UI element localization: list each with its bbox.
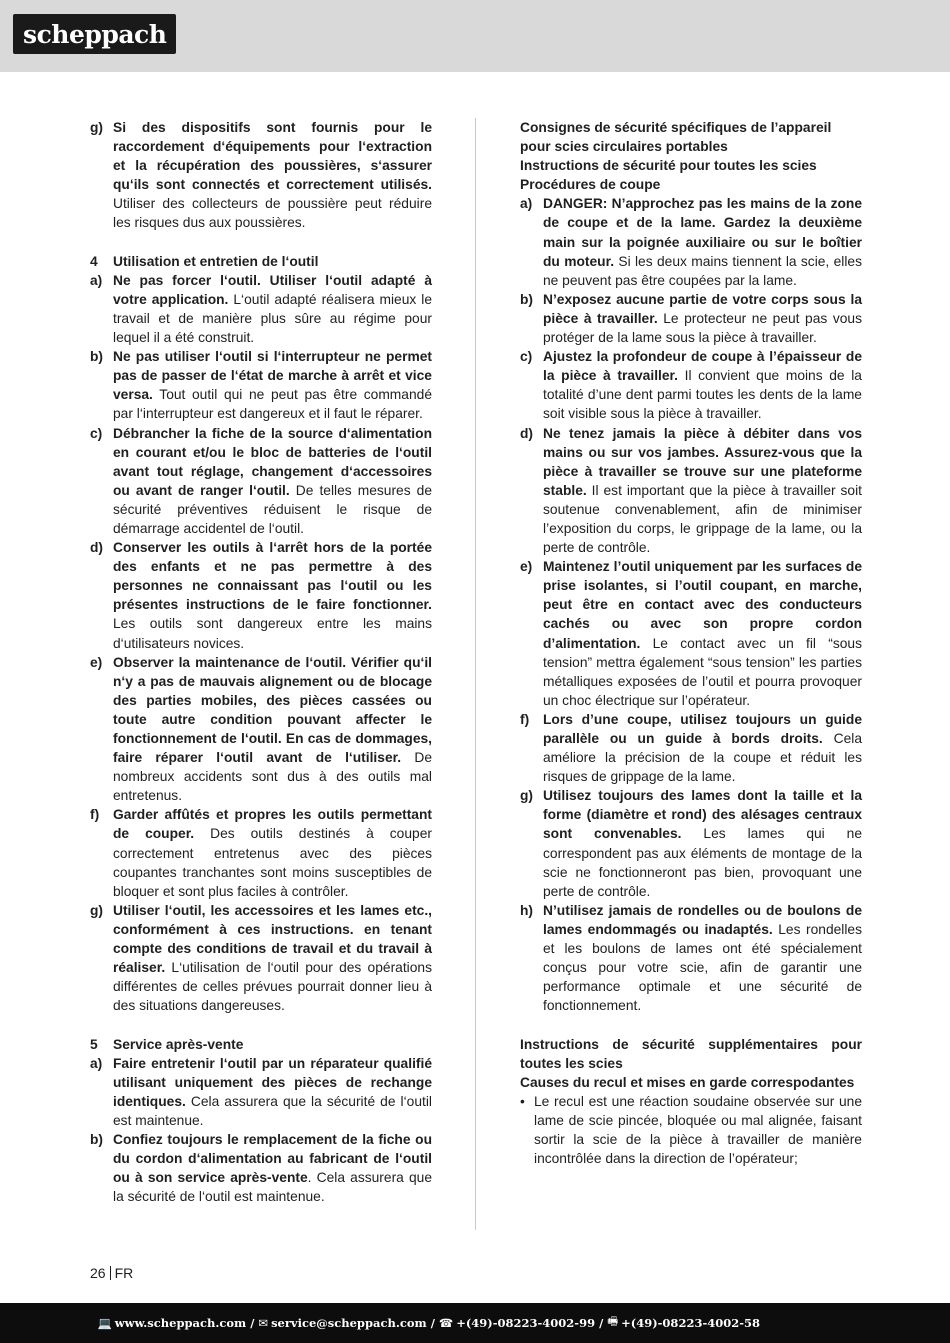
item-bold-text: Garder affûtés et propres les outils permettant de couper.	[113, 807, 432, 842]
item-text: De nombreux accidents sont dus à des outils mal entretenus.	[113, 750, 432, 804]
column-divider	[475, 118, 476, 1230]
item-text: L‘utilisation de l‘outil pour des opérations différentes de celles prévues pourrait donner lieu à des situations dangereuses.	[113, 960, 432, 1014]
item-bold-text: Maintenez l’outil uniquement par les surfaces de prise isolantes, si l’outil coupant, en marche, peut être en contact avec des conducteurs cachés ou avec son propre cordon d’alimentation.	[543, 559, 862, 651]
item-text: Tout outil qui ne peut pas être commandé par l‘interrupteur est dangereux et il faut le réparer.	[113, 387, 432, 422]
list-item	[90, 271, 432, 347]
item-text: Les lames qui ne correspondent pas aux éléments de montage de la scie ne fonctionneront pas bien, provoquant une perte de contrôle.	[543, 826, 863, 899]
computer-icon: 💻	[97, 1316, 112, 1330]
item-bold-text: Ne pas forcer l‘outil. Utiliser l‘outil adapté à votre application.	[113, 272, 432, 307]
item-text: L‘outil adapté réalisera mieux le travail et de manière plus sûre au régime pour lequel il a été construit.	[113, 291, 432, 346]
envelope-icon: ✉	[258, 1316, 269, 1330]
kickback-bullets	[520, 1092, 862, 1168]
item-bold-text: N’exposez aucune partie de votre corps sous la pièce à travailler.	[543, 291, 862, 326]
list-item	[520, 347, 862, 423]
bullet-text: Le recul est une réaction soudaine observée sur une lame de scie pincée, bloquée ou mal alignée, faisant sortir la scie de la pièce à travailler de manière incontrôlée dans la direction de l’opérateur;	[534, 1093, 862, 1167]
list-item	[520, 557, 862, 710]
fax-icon: 🖷	[607, 1313, 619, 1328]
item-label: d)	[90, 540, 104, 556]
right-column	[520, 118, 862, 1168]
item-text: Cela améliore la précision de la coupe et réduit les risques de grippage de la lame.	[543, 731, 862, 785]
heading-cutting-procedures: Procédures de coupe	[520, 177, 661, 193]
footer-website[interactable]: www.scheppach.com	[114, 1316, 247, 1330]
section-heading-4	[90, 252, 432, 271]
item-label: f)	[520, 711, 530, 727]
item-label: a)	[90, 1055, 103, 1071]
footer-bar: 💻 www.scheppach.com / ✉ service@scheppach.com / ☎ +(49)-08223-4002-99 / 🖷 +(49)-08223-4002-58	[0, 1303, 950, 1343]
item-text: De telles mesures de sécurité préventives réduisent le risque de démarrage accidentel de l‘outil.	[113, 482, 432, 536]
list-item	[90, 118, 432, 233]
item-text: Cela assurera que la sécurité de l‘outil est maintenue.	[113, 1093, 432, 1128]
item-bold-text: Lors d’une coupe, utilisez toujours un guide parallèle ou un guide à bords droits.	[543, 711, 862, 746]
item-text: Des outils destinés à couper correctement entretenus avec des pièces coupantes tranchantes sont moins susceptibles de bloquer et sont plus faciles à contrôler.	[113, 826, 432, 899]
page-number: 26 FR	[90, 1265, 134, 1281]
list-item	[90, 1130, 432, 1206]
item-bold-text: Faire entretenir l‘outil par un réparateur qualifié utilisant uniquement des pièces de rechange identiques.	[113, 1055, 432, 1109]
section-number: 5	[90, 1036, 98, 1052]
header-bar	[0, 0, 950, 72]
item-label: b)	[90, 349, 104, 365]
list-item	[520, 194, 862, 289]
list-item	[520, 901, 862, 1016]
item-text: Il est important que la pièce à travailler soit soutenue convenablement, afin de minimiser l’exposition du corps, le grippage de la lame, ou la perte de contrôle.	[543, 482, 862, 556]
footer-fax: +(49)-08223-4002-58	[621, 1316, 760, 1330]
section-number: 4	[90, 253, 98, 269]
item-label: g)	[90, 120, 104, 135]
list-item	[90, 805, 432, 900]
item-label: g)	[520, 788, 534, 804]
phone-icon: ☎	[438, 1316, 454, 1330]
item-bold-text: Ne pas utiliser l‘outil si l‘interrupteur ne permet pas de passer de l‘état de marche à arrêt et vice versa.	[113, 349, 432, 403]
bullet-item	[520, 1092, 862, 1168]
footer-email[interactable]: service@scheppach.com	[271, 1316, 427, 1330]
list-item	[90, 538, 432, 653]
item-label: b)	[90, 1131, 104, 1147]
item-label: e)	[90, 654, 103, 670]
footer-phone: +(49)-08223-4002-99	[456, 1316, 596, 1330]
item-text: . Cela assurera que la sécurité de l‘outil est maintenue.	[113, 1170, 432, 1205]
heading-specific-safety: Consignes de sécurité spécifiques de l’appareil pour scies circulaires portables	[520, 120, 832, 155]
item-label: c)	[520, 349, 533, 365]
item-text: Si les deux mains tiennent la scie, elles ne peuvent pas être coupées par la lame.	[543, 253, 862, 288]
item-text: Il convient que moins de la totalité d’une dent parmi toutes les dents de la lame soit visible sous la pièce à travailler.	[543, 368, 862, 422]
heading-all-saws: Instructions de sécurité pour toutes les scies	[520, 158, 817, 174]
list-item	[90, 901, 432, 1016]
item-label: a)	[520, 196, 533, 212]
list-item	[520, 424, 862, 558]
item-text: Les outils sont dangereux entre les mains d‘utilisateurs novices.	[113, 616, 432, 651]
item-bold-text: Ajustez la profondeur de coupe à l’épaisseur de la pièce à travailler.	[543, 349, 862, 384]
cutting-procedures-list	[520, 194, 862, 1015]
item-bold-text: Utilisez toujours des lames dont la taille et la forme (diamètre et rond) des alésages centraux sont convenables.	[543, 788, 862, 842]
item-bold-text: N’utilisez jamais de rondelles ou de boulons de lames endommagés ou inadaptés.	[543, 902, 862, 937]
item-text: Le contact avec un fil “sous tension” mettra également “sous tension” les parties métalliques exposées de l’outil et pourra provoquer un choc électrique sur l’opérateur.	[543, 635, 862, 708]
list-item	[90, 347, 432, 423]
brand-logo: scheppach	[13, 14, 176, 54]
heading-additional-safety: Instructions de sécurité supplémentaires pour toutes les scies	[520, 1036, 862, 1071]
section-5-list	[90, 1054, 432, 1207]
list-item	[520, 786, 862, 901]
item-text: Le protecteur ne peut pas vous protéger de la lame sous la pièce à travailler.	[543, 310, 862, 346]
item-bold-text: DANGER: N’approchez pas les mains de la zone de coupe et de la lame. Gardez la deuxième main sur la poignée auxiliaire ou sur le boîtier du moteur.	[543, 196, 862, 269]
section-title: Service après-vente	[113, 1036, 244, 1052]
item-bold-text: Débrancher la fiche de la source d‘alimentation en courant et/ou le bloc de batteries de l‘outil avant tout réglage, changement d‘accessoires ou avant de ranger l‘outil.	[113, 425, 432, 498]
item-label: g)	[90, 902, 104, 918]
item-label: b)	[520, 291, 534, 307]
list-item	[90, 424, 432, 539]
list-item	[520, 290, 862, 347]
item-bold-text: Confiez toujours le remplacement de la fiche ou du cordon d‘alimentation au fabricant de l‘outil ou à son service après-vente	[113, 1131, 432, 1186]
item-label: c)	[90, 425, 103, 441]
list-item	[520, 710, 862, 786]
section-heading-5	[90, 1035, 432, 1054]
section-title: Utilisation et entretien de l‘outil	[113, 253, 319, 269]
heading-kickback: Causes du recul et mises en garde correspodantes	[520, 1074, 855, 1090]
item-text: Utiliser des collecteurs de poussière peut réduire les risques dus aux poussières.	[113, 196, 432, 231]
item-bold-text: Si des dispositifs sont fournis pour le raccordement d‘équipements pour l‘extraction et la récupération des poussières, s‘assurer qu‘ils sont connectés et correctement utilisés.	[113, 120, 432, 193]
item-label: a)	[90, 272, 103, 288]
item-label: d)	[520, 425, 534, 441]
item-bold-text: Observer la maintenance de l‘outil. Vérifier qu‘il n‘y a pas de mauvais alignement ou de blocage des parties mobiles, des pièces cassées ou toute autre condition pouvant affecter le fonctionnement de l‘outil. En cas de dommages, faire réparer l‘outil avant de l‘utiliser.	[113, 654, 432, 766]
item-label: f)	[90, 807, 100, 823]
left-column	[90, 118, 432, 1206]
item-bold-text: Ne tenez jamais la pièce à débiter dans vos mains ou sur vos jambes. Assurez-vous que la pièce à travailler se trouve sur une plateforme stable.	[543, 425, 862, 498]
item-label: e)	[520, 559, 533, 575]
list-item	[90, 653, 432, 806]
item-bold-text: Utiliser l‘outil, les accessoires et les lames etc., conformément à ces instructions. en tenant compte des conditions de travail et du travail à réaliser.	[113, 902, 432, 976]
item-label: h)	[520, 902, 534, 918]
list-item	[90, 1054, 432, 1130]
section-4-list	[90, 271, 432, 1016]
item-bold-text: Conserver les outils à l‘arrêt hors de la portée des enfants et ne pas permettre à des personnes ne connaissant pas l‘outil ou les présentes instructions de le faire fonctionner.	[113, 540, 432, 613]
item-text: Les rondelles et les boulons de lames ont été spécialement conçus pour votre scie, afin de garantir une performance optimale et une sécurité de fonctionnement.	[543, 921, 862, 1014]
bullet-dot-icon: •	[520, 1093, 525, 1109]
